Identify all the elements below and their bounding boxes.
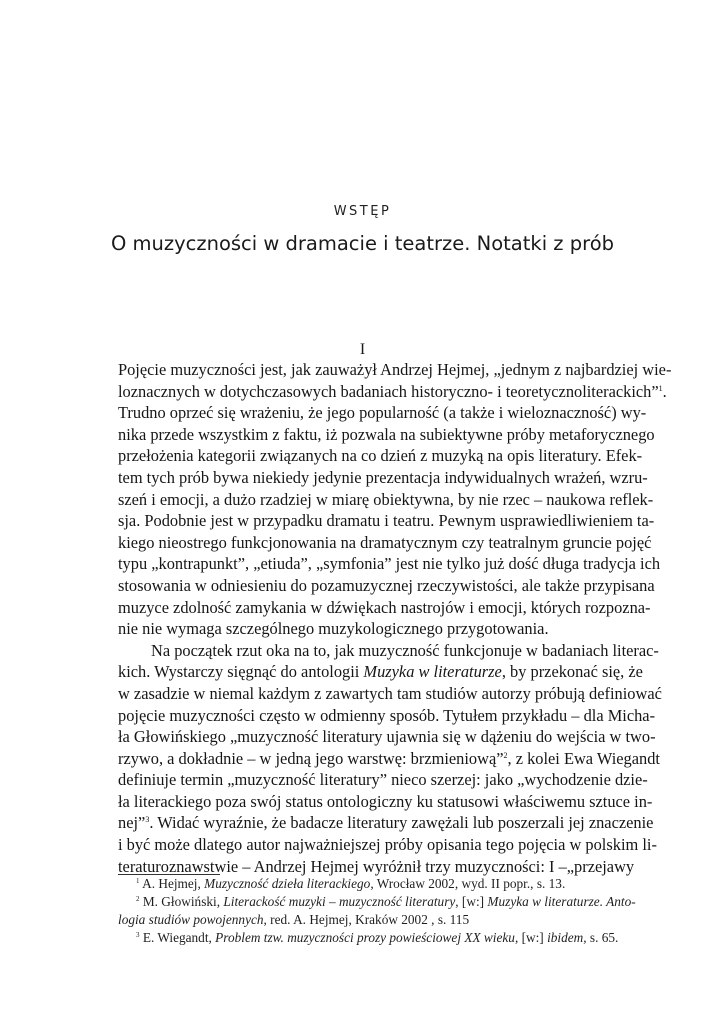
paragraph-line: kiego nieostrego funkcjonowania na dramatycznym czy teatralnym gruncie pojęć [118, 532, 652, 552]
paragraph-line: typu „kontrapunkt”, „etiuda”, „symfonia” jest nie tylko już dość długa tradycja ich [118, 554, 661, 574]
paragraph-line: w zasadzie w niemal każdym z zawartych tam studiów autorzy próbują definiować [118, 683, 662, 703]
footnote-continuation: logia studiów powojennych, red. A. Hejmej, Kraków 2002 , s. 115 [118, 912, 470, 927]
footnote-ref: 1 [658, 383, 663, 393]
paragraph-line: pojęcie muzyczności często w odmienny sposób. Tytułem przykładu – dla Micha- [118, 705, 656, 725]
footnote: $^3$ E. Wiegandt, Problem tzw. muzyczności prozy powieściowej XX wieku, [w:] ibidem, s. 65. [136, 930, 619, 945]
footnote-ref: 3 [145, 815, 150, 825]
paragraph-line: i być może dlatego autor najważniejszej próby opisania tego pojęcia w polskim li- [118, 835, 657, 855]
chapter-label: WSTĘP [333, 204, 392, 219]
footnotes [118, 875, 636, 947]
section-numeral: I [359, 341, 366, 358]
paragraph-line: ła Głowińskiego „muzyczność literatury ujawnia się w dążeniu do wejścia w two- [118, 727, 656, 747]
paragraph-line: sja. Podobnie jest w przypadku dramatu i teatru. Pewnym usprawiedliwieniem ta- [118, 511, 655, 531]
paragraph-line: teraturoznawstwie – Andrzej Hejmej wyróżnił trzy muzyczności: I –„przejawy [118, 856, 635, 876]
body-text [118, 359, 672, 877]
paragraph-line: nie nie wymaga szczególnego muzykologicznego przygotowania. [118, 619, 549, 639]
paragraph-line: tem tych prób bywa niekiedy jedynie prezentacja indywidualnych wrażeń, wzru- [118, 467, 648, 487]
paragraph-line: rzywo, a dokładnie – w jedną jego warstwę: brzmieniową”$^2$, z kolei Ewa Wiegandt [118, 748, 660, 768]
paragraph-line: muzyce zdolność zamykania w dźwiękach nastrojów i emocji, których rozpozna- [118, 597, 651, 617]
paragraph-line: szeń i emocji, a dużo rzadziej w miarę obiektywna, by nie rzec – naukowa reflek- [118, 489, 654, 509]
footnote: $^1$ A. Hejmej, Muzyczność dzieła literackiego, Wrocław 2002, wyd. II popr., s. 13. [136, 876, 566, 891]
paragraph-line: nej”$^3$. Widać wyraźnie, że badacze literatury zawężali lub poszerzali jej znaczenie [118, 813, 654, 833]
paragraph-line: kich. Wystarczy sięgnąć do antologii Muzyka w literaturze, by przekonać się, że [118, 662, 643, 682]
paragraph-line: przełożenia kategorii związanych na co dzień z muzyką na opis literatury. Efek- [118, 446, 643, 466]
footnote: $^2$ M. Głowiński, Literackość muzyki – muzyczność literatury, [w:] Muzyka w literaturze. Anto- [136, 894, 636, 909]
footnote-ref: 2 [503, 750, 508, 760]
paragraph-line: Pojęcie muzyczności jest, jak zauważył Andrzej Hejmej, „jednym z najbardziej wie- [118, 360, 672, 379]
chapter-title: O muzyczności w dramacie i teatrze. Notatki z prób [110, 232, 615, 255]
paragraph-line: definiuje termin „muzyczność literatury” nieco szerzej: jako „wychodzenie dzie- [118, 770, 648, 790]
paragraph-line: loznacznych w dotychczasowych badaniach historyczno- i teoretycznoliterackich”$^1$. [118, 381, 667, 401]
paragraph-line: Trudno oprzeć się wrażeniu, że jego popularność (a także i wieloznaczność) wy- [118, 403, 647, 423]
paragraph-line: Na początek rzut oka na to, jak muzyczność funkcjonuje w badaniach literac- [151, 640, 659, 660]
paragraph-line: nika przede wszystkim z faktu, iż pozwala na subiektywne próby metaforycznego [118, 424, 655, 444]
paragraph-line: stosowania w odniesieniu do pozamuzycznej rzeczywistości, ale także przypisana [118, 575, 655, 595]
book-title: Muzyka w literaturze [363, 662, 502, 682]
paragraph-line: ła literackiego poza swój status ontologiczny ku statusowi właściwemu sztuce in- [118, 791, 653, 811]
